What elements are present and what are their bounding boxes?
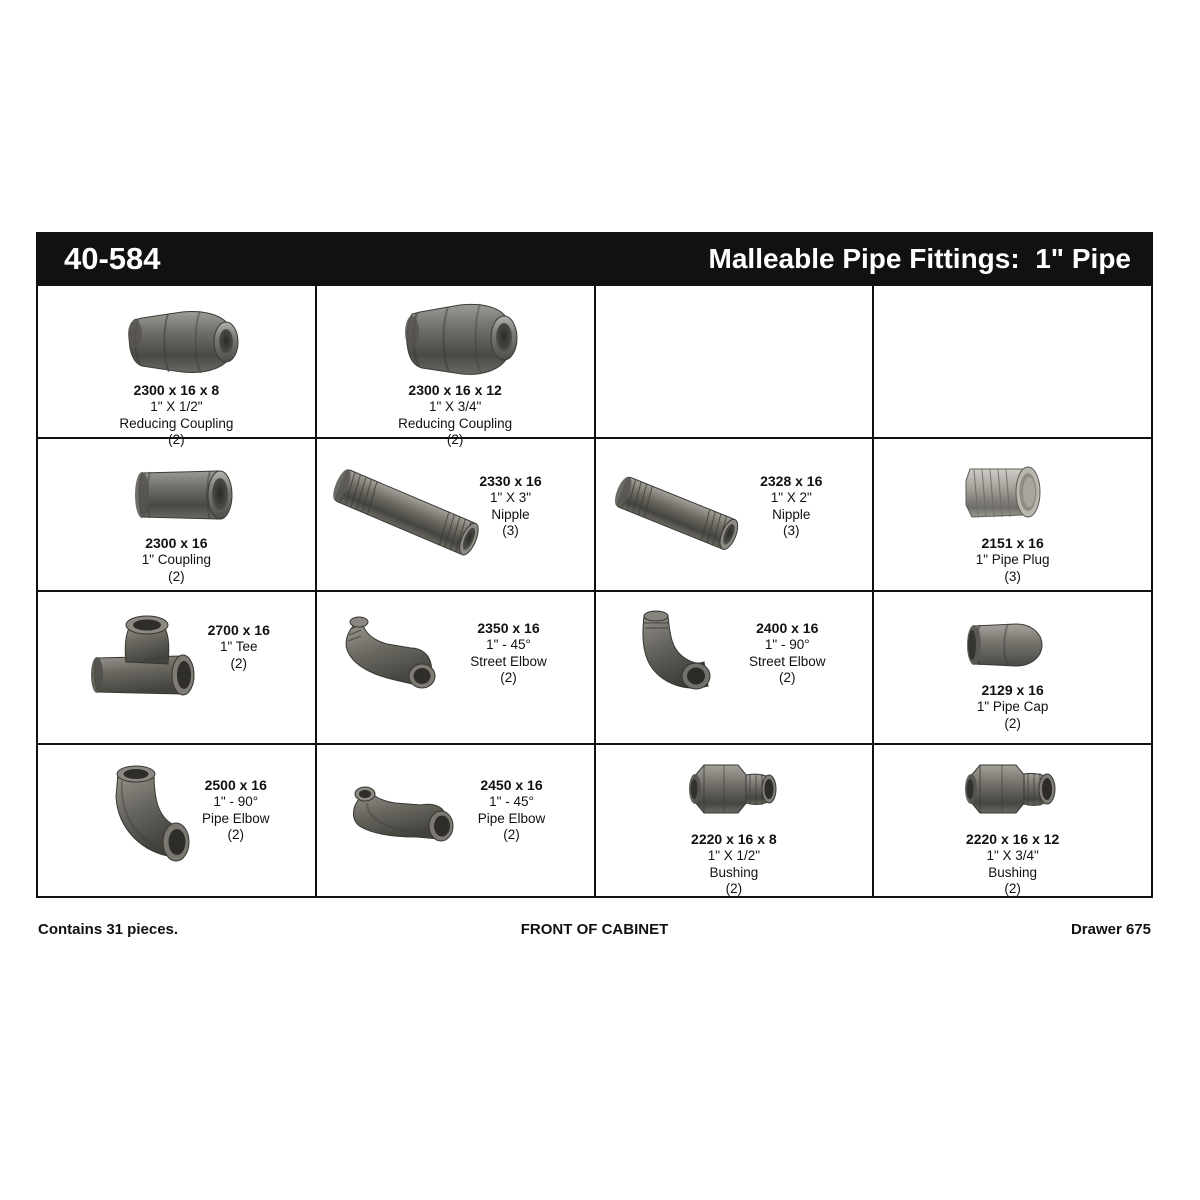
part-name: Bushing <box>709 864 759 880</box>
part-cell-2300-16-8[interactable] <box>38 286 317 448</box>
part-cell-2350-16[interactable] <box>317 592 596 743</box>
kit-number: 40-584 <box>64 241 161 276</box>
part-label <box>874 535 1151 585</box>
part-qty: (2) <box>503 827 520 843</box>
part-cell-2300-16-12[interactable] <box>317 286 596 448</box>
part-qty: (2) <box>230 655 247 671</box>
part-cell-2220-16-12[interactable] <box>874 745 1151 896</box>
part-cell-2330-16[interactable] <box>317 439 596 590</box>
sheet-footer <box>36 898 1153 960</box>
part-label <box>596 831 873 897</box>
part-name: Street Elbow <box>748 653 826 669</box>
part-cell-2129-16[interactable] <box>874 592 1151 743</box>
part-size: 1" Tee <box>219 639 258 655</box>
part-label <box>874 831 1151 897</box>
part-label <box>434 620 584 686</box>
part-name: Nipple <box>491 506 530 522</box>
part-name: Pipe Elbow <box>201 810 270 826</box>
part-qty: (2) <box>779 670 796 686</box>
part-cell-2450-16[interactable] <box>317 745 596 896</box>
part-name: Reducing Coupling <box>119 415 234 431</box>
parts-row <box>38 439 1151 592</box>
part-qty: (2) <box>168 432 185 448</box>
part-qty: (2) <box>168 568 185 584</box>
part-qty: (2) <box>500 670 517 686</box>
part-label <box>171 777 301 843</box>
part-qty: (2) <box>1004 715 1021 731</box>
part-cell-empty-1 <box>596 286 875 437</box>
part-code: 2450 x 16 <box>480 777 543 793</box>
part-label <box>874 682 1151 732</box>
parts-grid <box>36 286 1153 898</box>
part-cell-2300-16[interactable] <box>38 439 317 590</box>
part-cell-2700-16[interactable] <box>38 592 317 743</box>
bushing-icon <box>684 757 794 827</box>
coupling-icon <box>126 461 242 529</box>
part-name: Pipe Elbow <box>477 810 546 826</box>
part-size: 1" X 3/4" <box>986 848 1039 864</box>
part-cell-empty-2 <box>874 286 1151 437</box>
part-code: 2300 x 16 <box>145 535 208 551</box>
part-size: 1" X 2" <box>770 490 812 506</box>
part-qty: (2) <box>1004 881 1021 897</box>
reducing-coupling-icon <box>116 300 246 382</box>
part-code: 2330 x 16 <box>479 473 542 489</box>
bushing-icon <box>960 757 1070 827</box>
part-size: 1" - 45° <box>489 794 534 810</box>
part-qty: (2) <box>725 881 743 897</box>
part-label <box>716 473 866 539</box>
part-cell-2151-16[interactable] <box>874 439 1151 590</box>
kit-label-sheet <box>36 232 1153 964</box>
part-code: 2350 x 16 <box>477 620 540 636</box>
part-qty: (2) <box>446 432 464 448</box>
part-cell-2500-16[interactable] <box>38 745 317 896</box>
piece-count: Contains 31 pieces. <box>38 920 179 938</box>
part-qty: (3) <box>1004 568 1021 584</box>
part-cell-2328-16[interactable] <box>596 439 875 590</box>
part-code: 2129 x 16 <box>981 682 1044 698</box>
part-size: 1" Pipe Cap <box>976 699 1049 715</box>
part-size: 1" X 1/2" <box>707 848 761 864</box>
part-name: Bushing <box>988 864 1038 880</box>
part-label <box>38 535 315 585</box>
parts-row <box>38 286 1151 448</box>
pipe-plug-icon <box>952 457 1052 533</box>
parts-row <box>38 592 1151 745</box>
part-code: 2500 x 16 <box>204 777 267 793</box>
part-name: Reducing Coupling <box>398 415 513 431</box>
part-size: 1" X 3" <box>489 490 532 506</box>
part-cell-2400-16[interactable] <box>596 592 875 743</box>
part-code: 2700 x 16 <box>207 622 270 638</box>
part-code: 2220 x 16 x 12 <box>965 831 1060 847</box>
part-size: 1" Coupling <box>141 552 212 568</box>
reducing-coupling-icon <box>392 296 522 384</box>
part-code: 2400 x 16 <box>756 620 819 636</box>
drawer-number: Drawer 675 <box>1070 920 1151 938</box>
part-label <box>179 622 299 672</box>
parts-row <box>38 745 1151 896</box>
part-name: Nipple <box>772 506 811 522</box>
kit-title: Malleable Pipe Fittings: 1" Pipe <box>708 243 1131 274</box>
part-size: 1" - 90° <box>764 637 810 653</box>
part-size: 1" - 90° <box>213 794 259 810</box>
pipe-cap-icon <box>958 612 1058 678</box>
part-code: 2300 x 16 x 12 <box>408 382 502 398</box>
part-label <box>436 473 586 539</box>
part-code: 2220 x 16 x 8 <box>691 831 777 847</box>
part-label <box>442 777 582 843</box>
part-cell-2220-16-8[interactable] <box>596 745 875 896</box>
part-size: 1" X 1/2" <box>150 399 203 415</box>
part-code: 2328 x 16 <box>760 473 823 489</box>
street-elbow-90-icon <box>616 606 726 716</box>
part-size: 1" - 45° <box>486 637 531 653</box>
part-qty: (3) <box>783 523 800 539</box>
cabinet-orientation: FRONT OF CABINET <box>520 920 669 938</box>
part-name: Street Elbow <box>470 653 547 669</box>
part-label <box>712 620 862 686</box>
part-code: 2151 x 16 <box>981 535 1044 551</box>
part-code: 2300 x 16 x 8 <box>133 382 220 398</box>
sheet-header <box>36 232 1153 286</box>
part-size: 1" X 3/4" <box>428 399 482 415</box>
part-size: 1" Pipe Plug <box>975 552 1050 568</box>
part-qty: (3) <box>502 523 519 539</box>
part-qty: (2) <box>227 827 244 843</box>
